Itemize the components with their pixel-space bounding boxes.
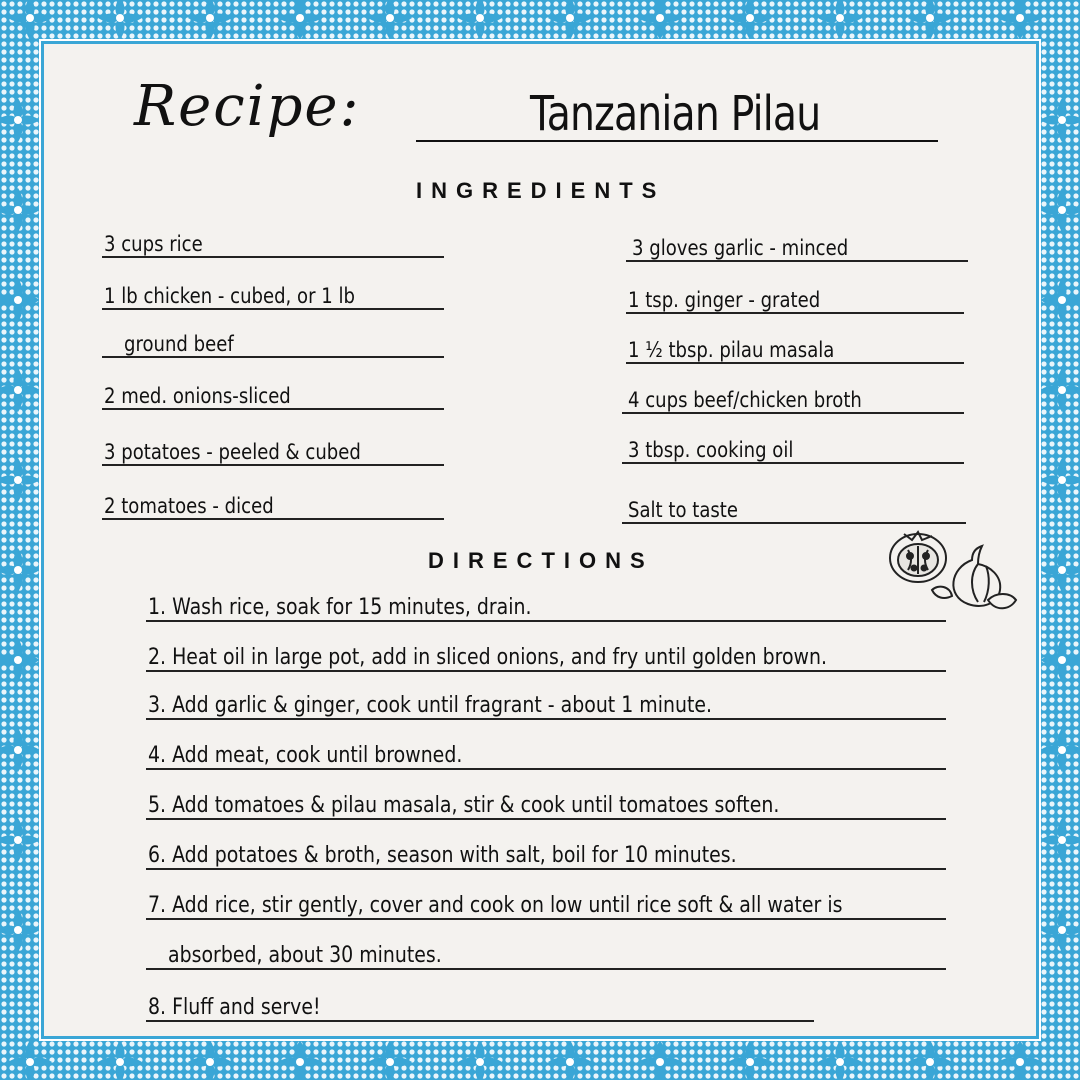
ingredient-text: Salt to taste bbox=[628, 498, 738, 522]
direction-text: 1. Wash rice, soak for 15 minutes, drain. bbox=[148, 595, 532, 620]
directions-heading: DIRECTIONS bbox=[428, 548, 654, 573]
ingredient-line bbox=[622, 432, 964, 464]
ingredient-text: ground beef bbox=[124, 332, 234, 356]
direction-step bbox=[146, 788, 946, 820]
ingredient-text: 1 lb chicken - cubed, or 1 lb bbox=[104, 284, 355, 308]
direction-text: 8. Fluff and serve! bbox=[148, 995, 321, 1020]
direction-text: 4. Add meat, cook until browned. bbox=[148, 743, 463, 768]
direction-text: absorbed, about 30 minutes. bbox=[168, 943, 442, 968]
ingredients-heading: INGREDIENTS bbox=[416, 178, 666, 203]
direction-step bbox=[146, 990, 814, 1022]
ingredient-line bbox=[622, 382, 964, 414]
ingredient-text: 2 tomatoes - diced bbox=[104, 494, 274, 518]
direction-step bbox=[146, 590, 946, 622]
direction-text: 2. Heat oil in large pot, add in sliced onions, and fry until golden brown. bbox=[148, 645, 828, 670]
ingredient-line bbox=[626, 282, 964, 314]
recipe-title: Tanzanian Pilau bbox=[530, 86, 821, 142]
direction-step bbox=[146, 738, 946, 770]
ingredient-text: 3 potatoes - peeled & cubed bbox=[104, 440, 361, 464]
direction-text: 3. Add garlic & ginger, cook until fragrant - about 1 minute. bbox=[148, 693, 713, 718]
direction-step bbox=[146, 838, 946, 870]
ingredient-text: 3 tbsp. cooking oil bbox=[628, 438, 794, 462]
ingredient-line bbox=[626, 332, 964, 364]
ingredient-text: 1 ½ tbsp. pilau masala bbox=[628, 338, 835, 362]
ingredient-text: 3 gloves garlic - minced bbox=[632, 236, 849, 260]
direction-text: 7. Add rice, stir gently, cover and cook on low until rice soft & all water is bbox=[148, 893, 843, 918]
direction-step bbox=[146, 688, 946, 720]
ingredient-text: 3 cups rice bbox=[104, 232, 203, 256]
direction-step bbox=[146, 640, 946, 672]
ingredient-line bbox=[102, 278, 444, 310]
ingredient-line bbox=[626, 230, 968, 262]
ingredient-line bbox=[102, 378, 444, 410]
recipe-label: Recipe: bbox=[134, 74, 361, 139]
ingredient-text: 2 med. onions-sliced bbox=[104, 384, 291, 408]
ingredient-line bbox=[102, 434, 444, 466]
title-row bbox=[86, 70, 946, 160]
ingredient-line bbox=[102, 326, 444, 358]
direction-text: 5. Add tomatoes & pilau masala, stir & cook until tomatoes soften. bbox=[148, 793, 780, 818]
direction-text: 6. Add potatoes & broth, season with salt, boil for 10 minutes. bbox=[148, 843, 737, 868]
ingredient-line bbox=[102, 488, 444, 520]
ingredient-line bbox=[102, 226, 444, 258]
direction-step bbox=[146, 938, 946, 970]
direction-step bbox=[146, 888, 946, 920]
ingredient-text: 1 tsp. ginger - grated bbox=[628, 288, 821, 312]
ingredient-text: 4 cups beef/chicken broth bbox=[628, 388, 862, 412]
